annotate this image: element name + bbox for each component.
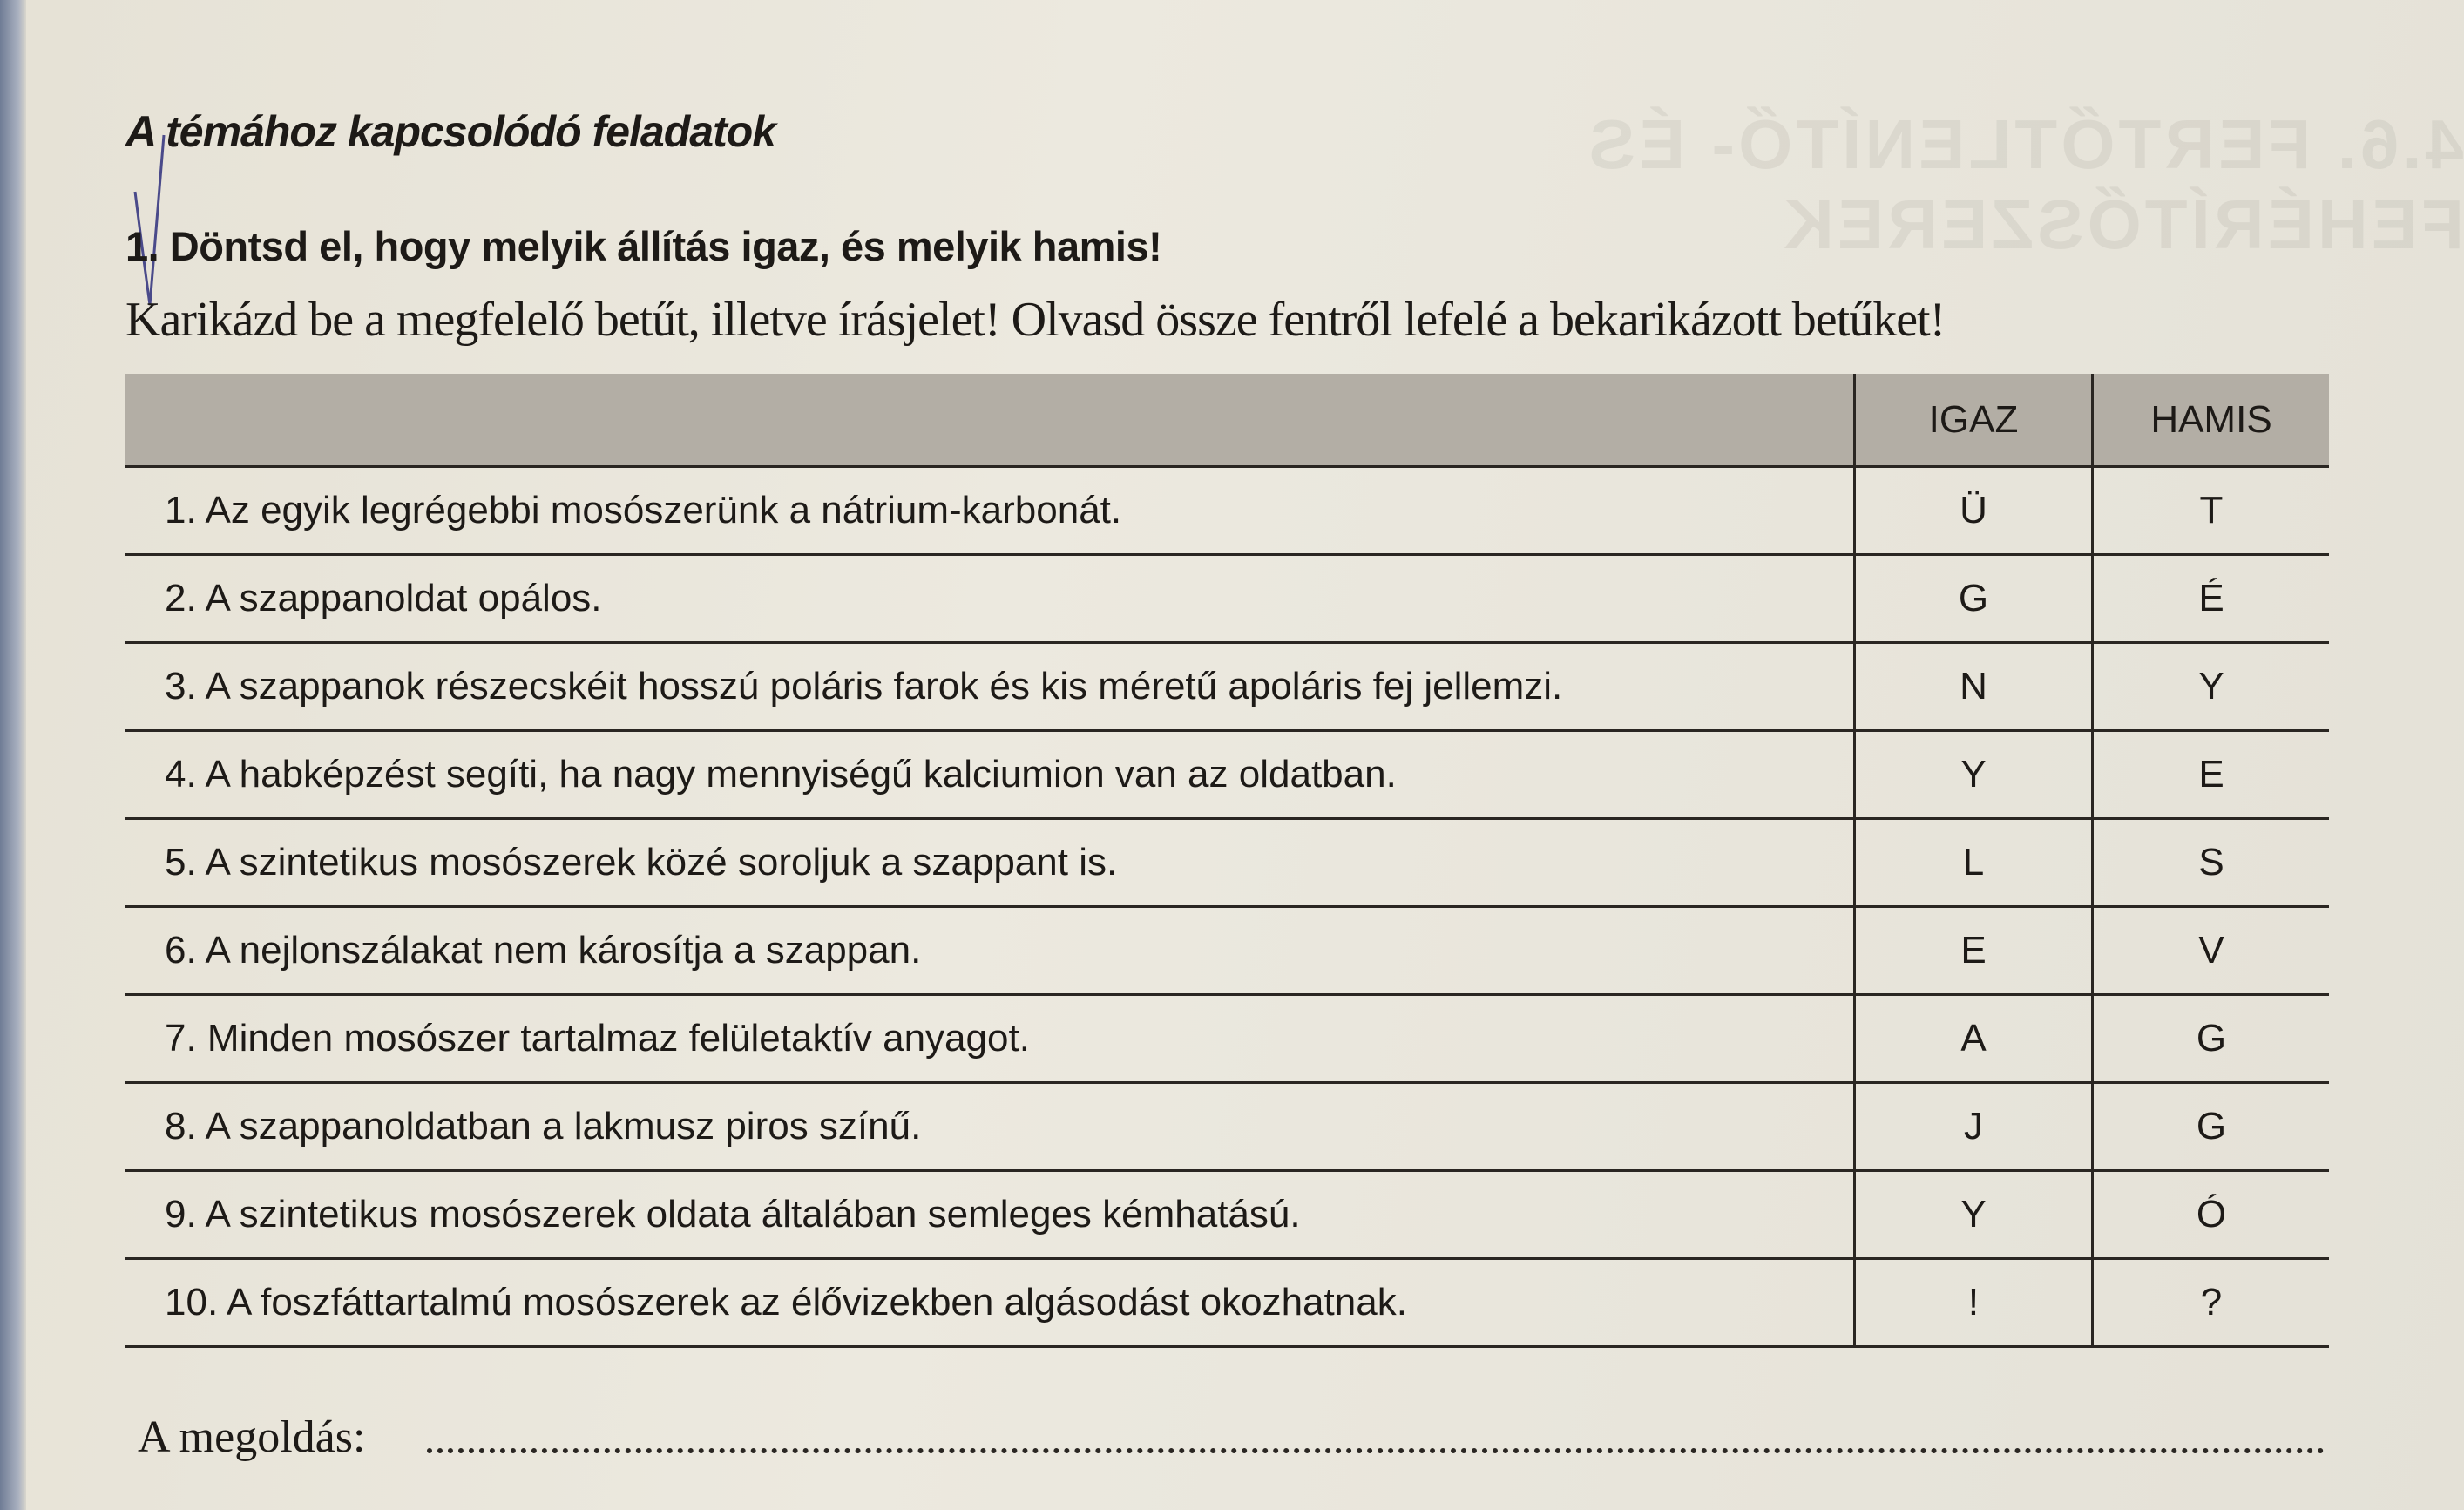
table-row	[125, 731, 2329, 819]
bleed-through-text: 4.6. FERTŐTLENÍTŐ- ÉS FEHÉRÍTŐSZEREK	[1585, 105, 2464, 263]
igaz-letter[interactable]: !	[1855, 1259, 2093, 1347]
hamis-letter[interactable]: É	[2093, 555, 2330, 643]
hamis-letter[interactable]: Y	[2093, 643, 2330, 731]
solution-label: A megoldás:	[138, 1412, 366, 1462]
table-row	[125, 467, 2329, 555]
task-instruction: Karikázd be a megfelelő betűt, illetve írásjelet! Olvasd össze fentről lefelé a bekarikázott betűket!	[125, 293, 1946, 347]
statement-cell: 10. A foszfáttartalmú mosószerek az élővizekben algásodást okozhatnak.	[125, 1259, 1855, 1347]
header-statement	[125, 374, 1855, 467]
table-row	[125, 1171, 2329, 1259]
statement-cell: 5. A szintetikus mosószerek közé soroljuk a szappant is.	[125, 819, 1855, 907]
table-row	[125, 643, 2329, 731]
hamis-letter[interactable]: E	[2093, 731, 2330, 819]
table-row	[125, 819, 2329, 907]
statement-cell: 9. A szintetikus mosószerek oldata általában semleges kémhatású.	[125, 1171, 1855, 1259]
task-title-text: Döntsd el, hogy melyik állítás igaz, és melyik hamis!	[169, 223, 1162, 269]
statement-cell: 4. A habképzést segíti, ha nagy mennyiségű kalciumion van az oldatban.	[125, 731, 1855, 819]
statement-cell: 6. A nejlonszálakat nem károsítja a szappan.	[125, 907, 1855, 995]
igaz-letter[interactable]: Y	[1855, 1171, 2093, 1259]
statement-cell: 7. Minden mosószer tartalmaz felületaktív anyagot.	[125, 995, 1855, 1083]
table-row	[125, 995, 2329, 1083]
true-false-table	[125, 374, 2329, 1348]
igaz-letter[interactable]: A	[1855, 995, 2093, 1083]
hamis-letter[interactable]: ?	[2093, 1259, 2330, 1347]
table-row	[125, 1259, 2329, 1347]
table-header-row	[125, 374, 2329, 467]
solution-answer-line[interactable]	[427, 1448, 2325, 1453]
statement-cell: 1. Az egyik legrégebbi mosószerünk a nátrium-karbonát.	[125, 467, 1855, 555]
table-row	[125, 555, 2329, 643]
igaz-letter[interactable]: L	[1855, 819, 2093, 907]
igaz-letter[interactable]: Ü	[1855, 467, 2093, 555]
igaz-letter[interactable]: N	[1855, 643, 2093, 731]
table-row	[125, 907, 2329, 995]
task-number: 1.	[125, 223, 159, 269]
section-heading: A témához kapcsolódó feladatok	[125, 107, 776, 156]
hamis-letter[interactable]: Ó	[2093, 1171, 2330, 1259]
task-title	[125, 222, 1161, 270]
statement-cell: 8. A szappanoldatban a lakmusz piros színű.	[125, 1083, 1855, 1171]
statement-cell: 2. A szappanoldat opálos.	[125, 555, 1855, 643]
header-igaz: IGAZ	[1855, 374, 2093, 467]
hamis-letter[interactable]: G	[2093, 995, 2330, 1083]
igaz-letter[interactable]: J	[1855, 1083, 2093, 1171]
igaz-letter[interactable]: Y	[1855, 731, 2093, 819]
hamis-letter[interactable]: S	[2093, 819, 2330, 907]
statement-cell: 3. A szappanok részecskéit hosszú poláris farok és kis méretű apoláris fej jellemzi.	[125, 643, 1855, 731]
page-edge	[0, 0, 26, 1510]
igaz-letter[interactable]: G	[1855, 555, 2093, 643]
header-hamis: HAMIS	[2093, 374, 2330, 467]
hamis-letter[interactable]: T	[2093, 467, 2330, 555]
igaz-letter[interactable]: E	[1855, 907, 2093, 995]
hamis-letter[interactable]: G	[2093, 1083, 2330, 1171]
hamis-letter[interactable]: V	[2093, 907, 2330, 995]
table-row	[125, 1083, 2329, 1171]
